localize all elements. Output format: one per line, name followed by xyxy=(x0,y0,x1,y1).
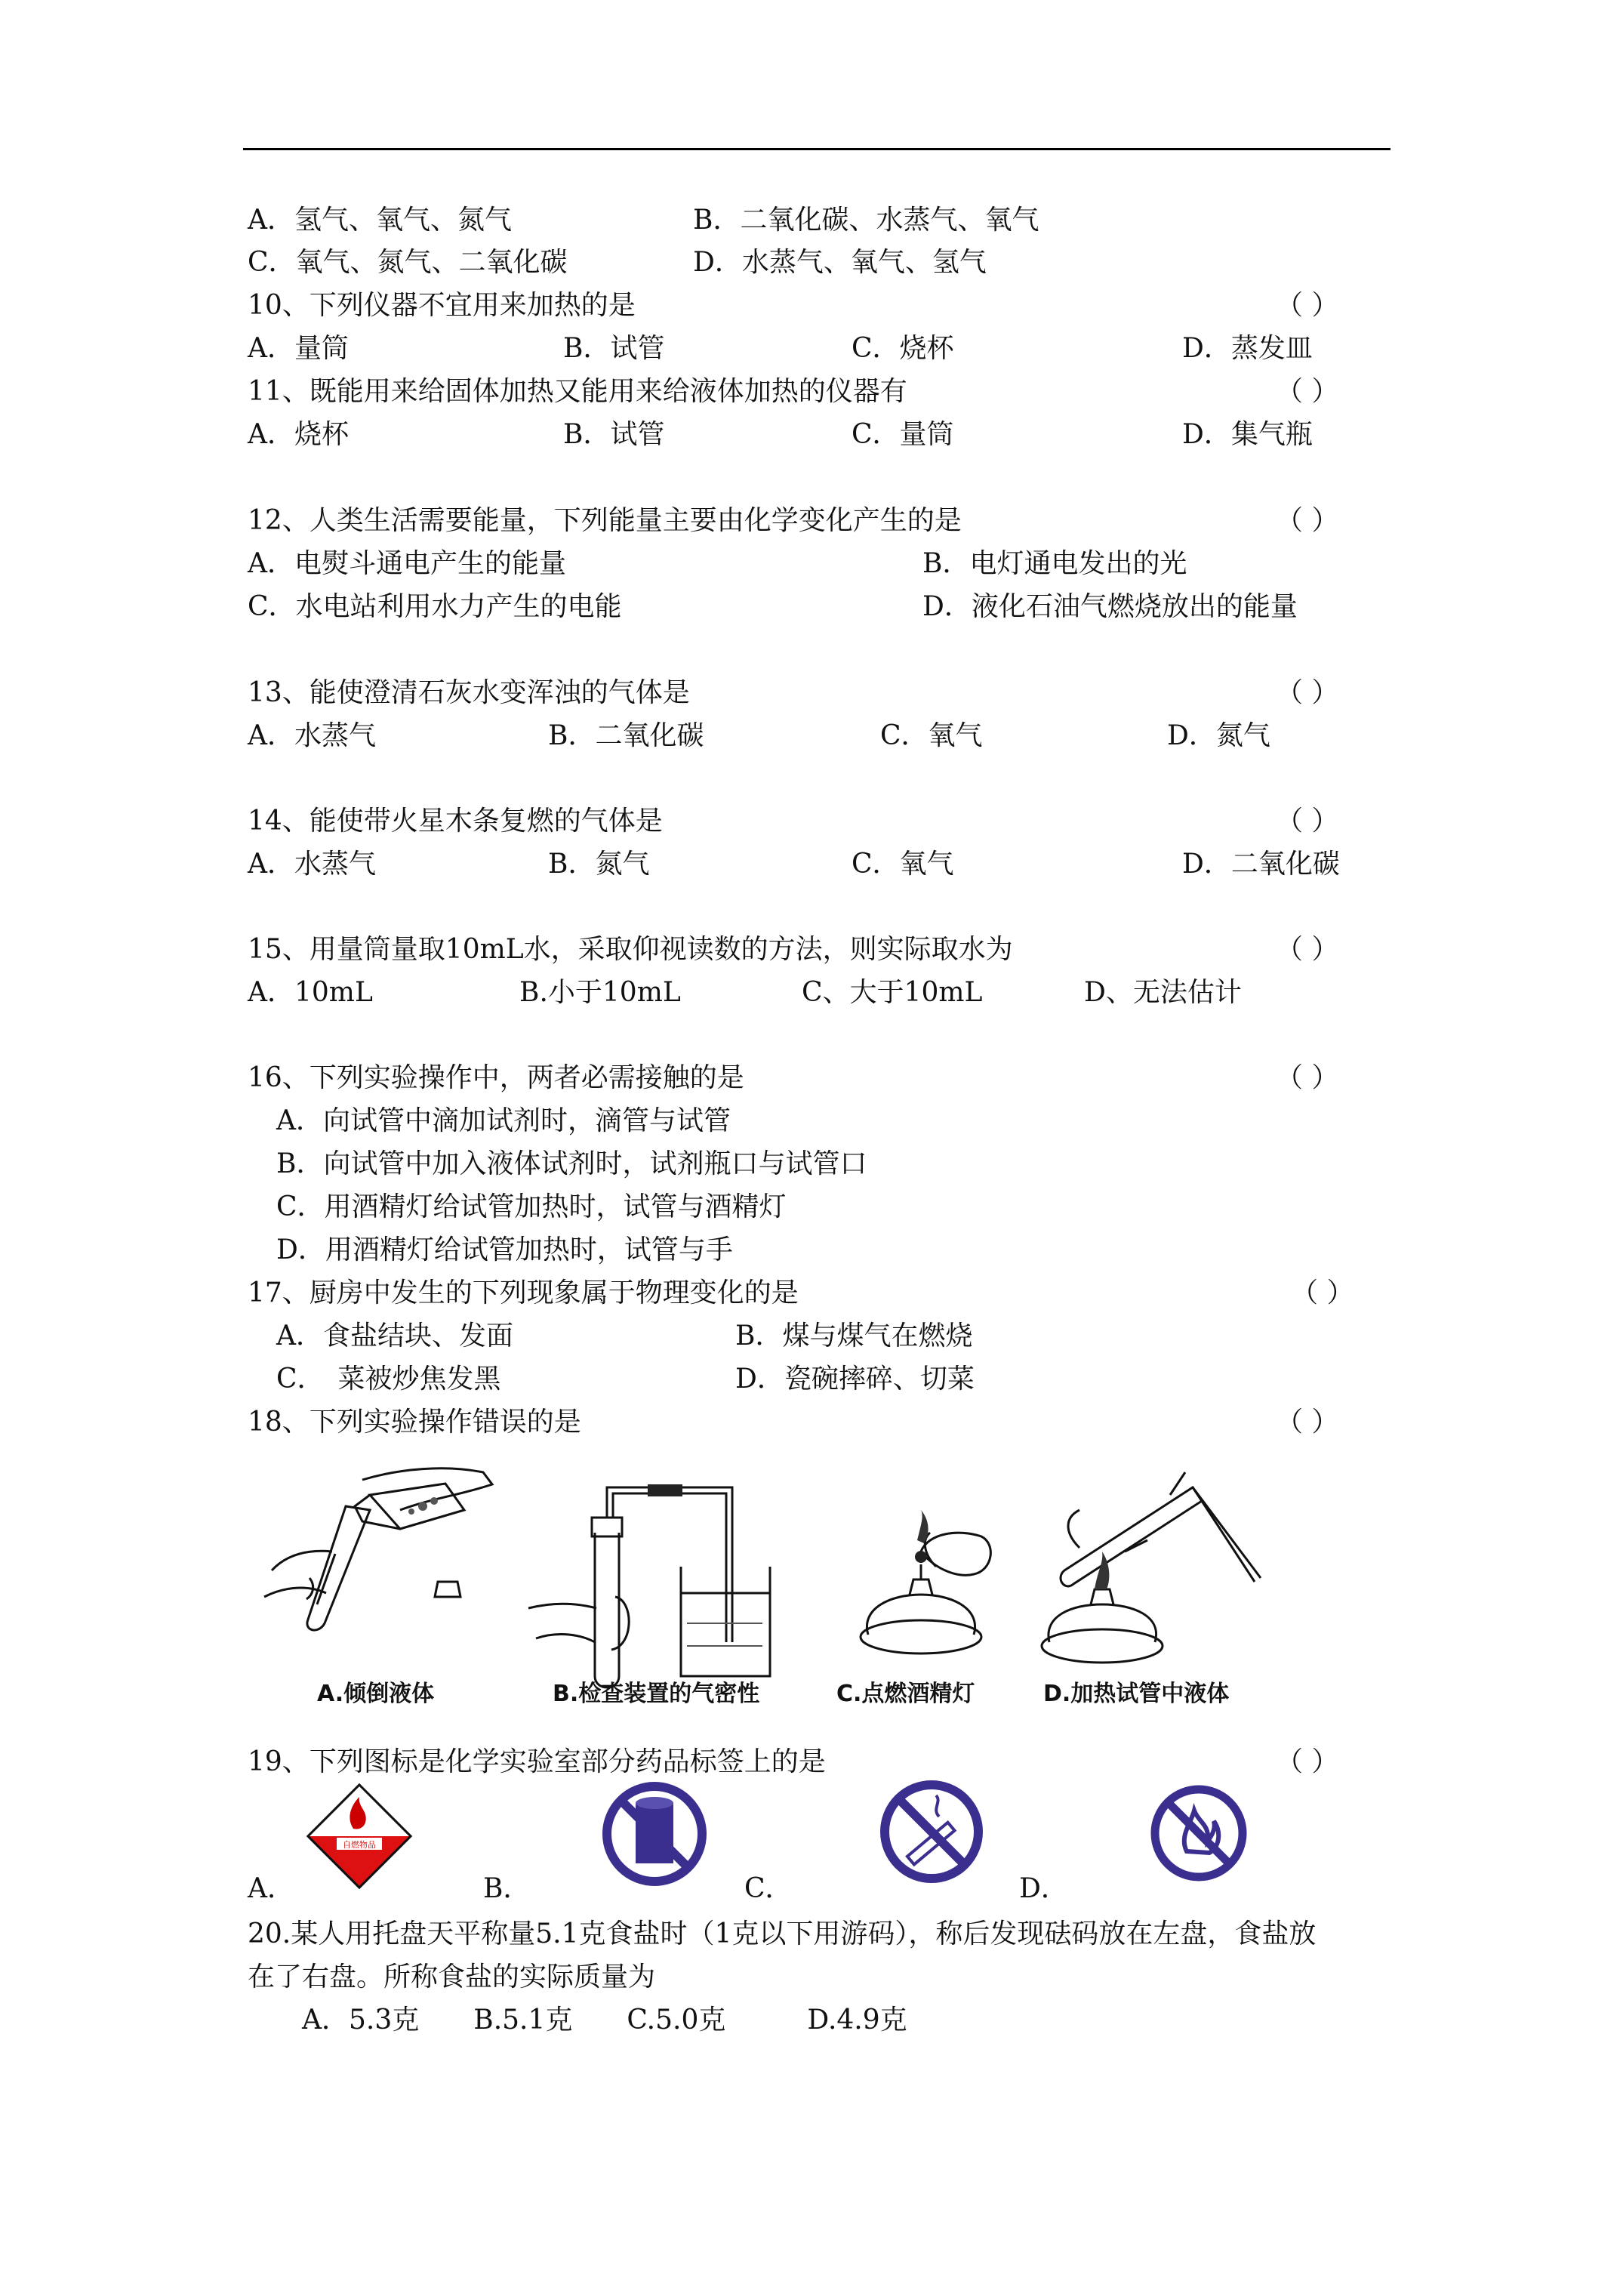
q18-caption-b: B.检查装置的气密性 xyxy=(553,1681,760,1707)
q16-option-d: D．用酒精灯给试管加热时，试管与手 xyxy=(276,1234,733,1265)
q14-answer-paren: （ ） xyxy=(1276,806,1339,837)
q11-option-a: A．烧杯 xyxy=(248,419,349,450)
q20-options: A．5.3克 B.5.1克 C.5.0克 D.4.9克 xyxy=(302,2005,907,2036)
sign-text: 自燃物品 xyxy=(343,1840,376,1850)
q10-option-b: B．试管 xyxy=(563,333,665,364)
light-alcohol-lamp-illustration xyxy=(845,1510,1027,1661)
q14-option-d: D．二氧化碳 xyxy=(1182,849,1340,880)
flammable-hazard-diamond-icon xyxy=(306,1783,412,1889)
q18-stem: 18、下列实验操作错误的是 xyxy=(248,1407,581,1438)
q17-answer-paren: （ ） xyxy=(1291,1277,1354,1308)
q14-stem: 14、能使带火星木条复燃的气体是 xyxy=(248,806,663,837)
q18-caption-c: C.点燃酒精灯 xyxy=(836,1681,975,1707)
q12-option-b: B．电灯通电发出的光 xyxy=(922,548,1187,579)
airtightness-check-illustration xyxy=(513,1472,785,1699)
q13-option-c: C．氧气 xyxy=(880,720,983,751)
q15-option-a: A．10mL xyxy=(248,977,373,1008)
q11-option-c: C．量筒 xyxy=(852,419,954,450)
q13-option-a: A．水蒸气 xyxy=(248,720,376,751)
q11-option-b: B．试管 xyxy=(563,419,665,450)
q11-option-d: D．集气瓶 xyxy=(1182,419,1313,450)
header-rule xyxy=(243,148,1390,150)
q15-stem: 15、用量筒量取10mL水，采取仰视读数的方法，则实际取水为 xyxy=(248,934,1013,965)
q18-caption-d: D.加热试管中液体 xyxy=(1043,1681,1230,1707)
q16-option-c: C．用酒精灯给试管加热时，试管与酒精灯 xyxy=(276,1191,787,1222)
q10-stem: 10、下列仪器不宜用来加热的是 xyxy=(248,290,636,321)
q15-answer-paren: （ ） xyxy=(1276,934,1339,965)
q9-option-b: B．二氧化碳、水蒸气、氧气 xyxy=(693,205,1039,236)
q9-option-a: A．氢气、氧气、氮气 xyxy=(248,205,512,236)
q16-stem: 16、下列实验操作中，两者必需接触的是 xyxy=(248,1062,744,1093)
q11-stem: 11、既能用来给固体加热又能用来给液体加热的仪器有 xyxy=(248,376,907,407)
q17-option-c: C． 菜被炒焦发黑 xyxy=(276,1364,501,1395)
q15-option-b: B.小于10mL xyxy=(519,977,681,1008)
q12-answer-paren: （ ） xyxy=(1276,505,1339,536)
q10-option-c: C．烧杯 xyxy=(852,333,954,364)
q19-option-b: B． xyxy=(483,1873,531,1904)
no-fire-barrel-icon xyxy=(601,1780,708,1888)
q16-answer-paren: （ ） xyxy=(1276,1062,1339,1093)
q17-option-d: D．瓷碗摔碎、切菜 xyxy=(735,1364,975,1395)
q17-option-b: B．煤与煤气在燃烧 xyxy=(735,1321,973,1351)
heat-test-tube-illustration xyxy=(1034,1457,1276,1676)
q20-stem-line2: 在了右盘。所称食盐的实际质量为 xyxy=(248,1962,656,1992)
q11-answer-paren: （ ） xyxy=(1276,376,1339,407)
q13-option-b: B．二氧化碳 xyxy=(548,720,704,751)
q13-option-d: D．氮气 xyxy=(1167,720,1270,751)
q9-option-d: D．水蒸气、氧气、氢气 xyxy=(693,247,987,278)
q19-option-a: A． xyxy=(248,1873,294,1904)
q12-option-c: C．水电站利用水力产生的电能 xyxy=(248,591,622,622)
q14-option-c: C．氧气 xyxy=(852,849,954,880)
q14-option-b: B．氮气 xyxy=(548,849,650,880)
q13-answer-paren: （ ） xyxy=(1276,677,1339,708)
q19-option-c: C． xyxy=(744,1873,793,1904)
q18-caption-a: A.倾倒液体 xyxy=(317,1681,435,1707)
q19-option-d: D． xyxy=(1019,1873,1068,1904)
q12-option-d: D．液化石油气燃烧放出的能量 xyxy=(922,591,1298,622)
q19-stem: 19、下列图标是化学实验室部分药品标签上的是 xyxy=(248,1746,826,1777)
q17-option-a: A．食盐结块、发面 xyxy=(276,1321,513,1351)
q14-option-a: A．水蒸气 xyxy=(248,849,376,880)
q18-answer-paren: （ ） xyxy=(1276,1407,1339,1438)
q12-stem: 12、人类生活需要能量，下列能量主要由化学变化产生的是 xyxy=(248,505,962,536)
pour-liquid-illustration xyxy=(257,1465,498,1653)
q12-option-a: A．电熨斗通电产生的能量 xyxy=(248,548,566,579)
q16-option-a: A．向试管中滴加试剂时，滴管与试管 xyxy=(276,1105,731,1136)
q13-stem: 13、能使澄清石灰水变浑浊的气体是 xyxy=(248,677,690,708)
q17-stem: 17、厨房中发生的下列现象属于物理变化的是 xyxy=(248,1277,799,1308)
q19-answer-paren: （ ） xyxy=(1276,1746,1339,1777)
no-smoking-icon xyxy=(879,1779,984,1885)
q9-option-c: C．氧气、氮气、二氧化碳 xyxy=(248,247,568,278)
no-flame-icon xyxy=(1149,1783,1249,1883)
q10-option-d: D．蒸发皿 xyxy=(1182,333,1313,364)
q20-stem-line1: 20.某人用托盘天平称量5.1克食盐时（1克以下用游码），称后发现砝码放在左盘，食盐放 xyxy=(248,1918,1317,1949)
q15-option-c: C、大于10mL xyxy=(802,977,983,1008)
q15-option-d: D、无法估计 xyxy=(1084,977,1242,1008)
q16-option-b: B．向试管中加入液体试剂时，试剂瓶口与试管口 xyxy=(276,1148,867,1179)
q10-answer-paren: （ ） xyxy=(1276,290,1339,321)
q10-option-a: A．量筒 xyxy=(248,333,349,364)
